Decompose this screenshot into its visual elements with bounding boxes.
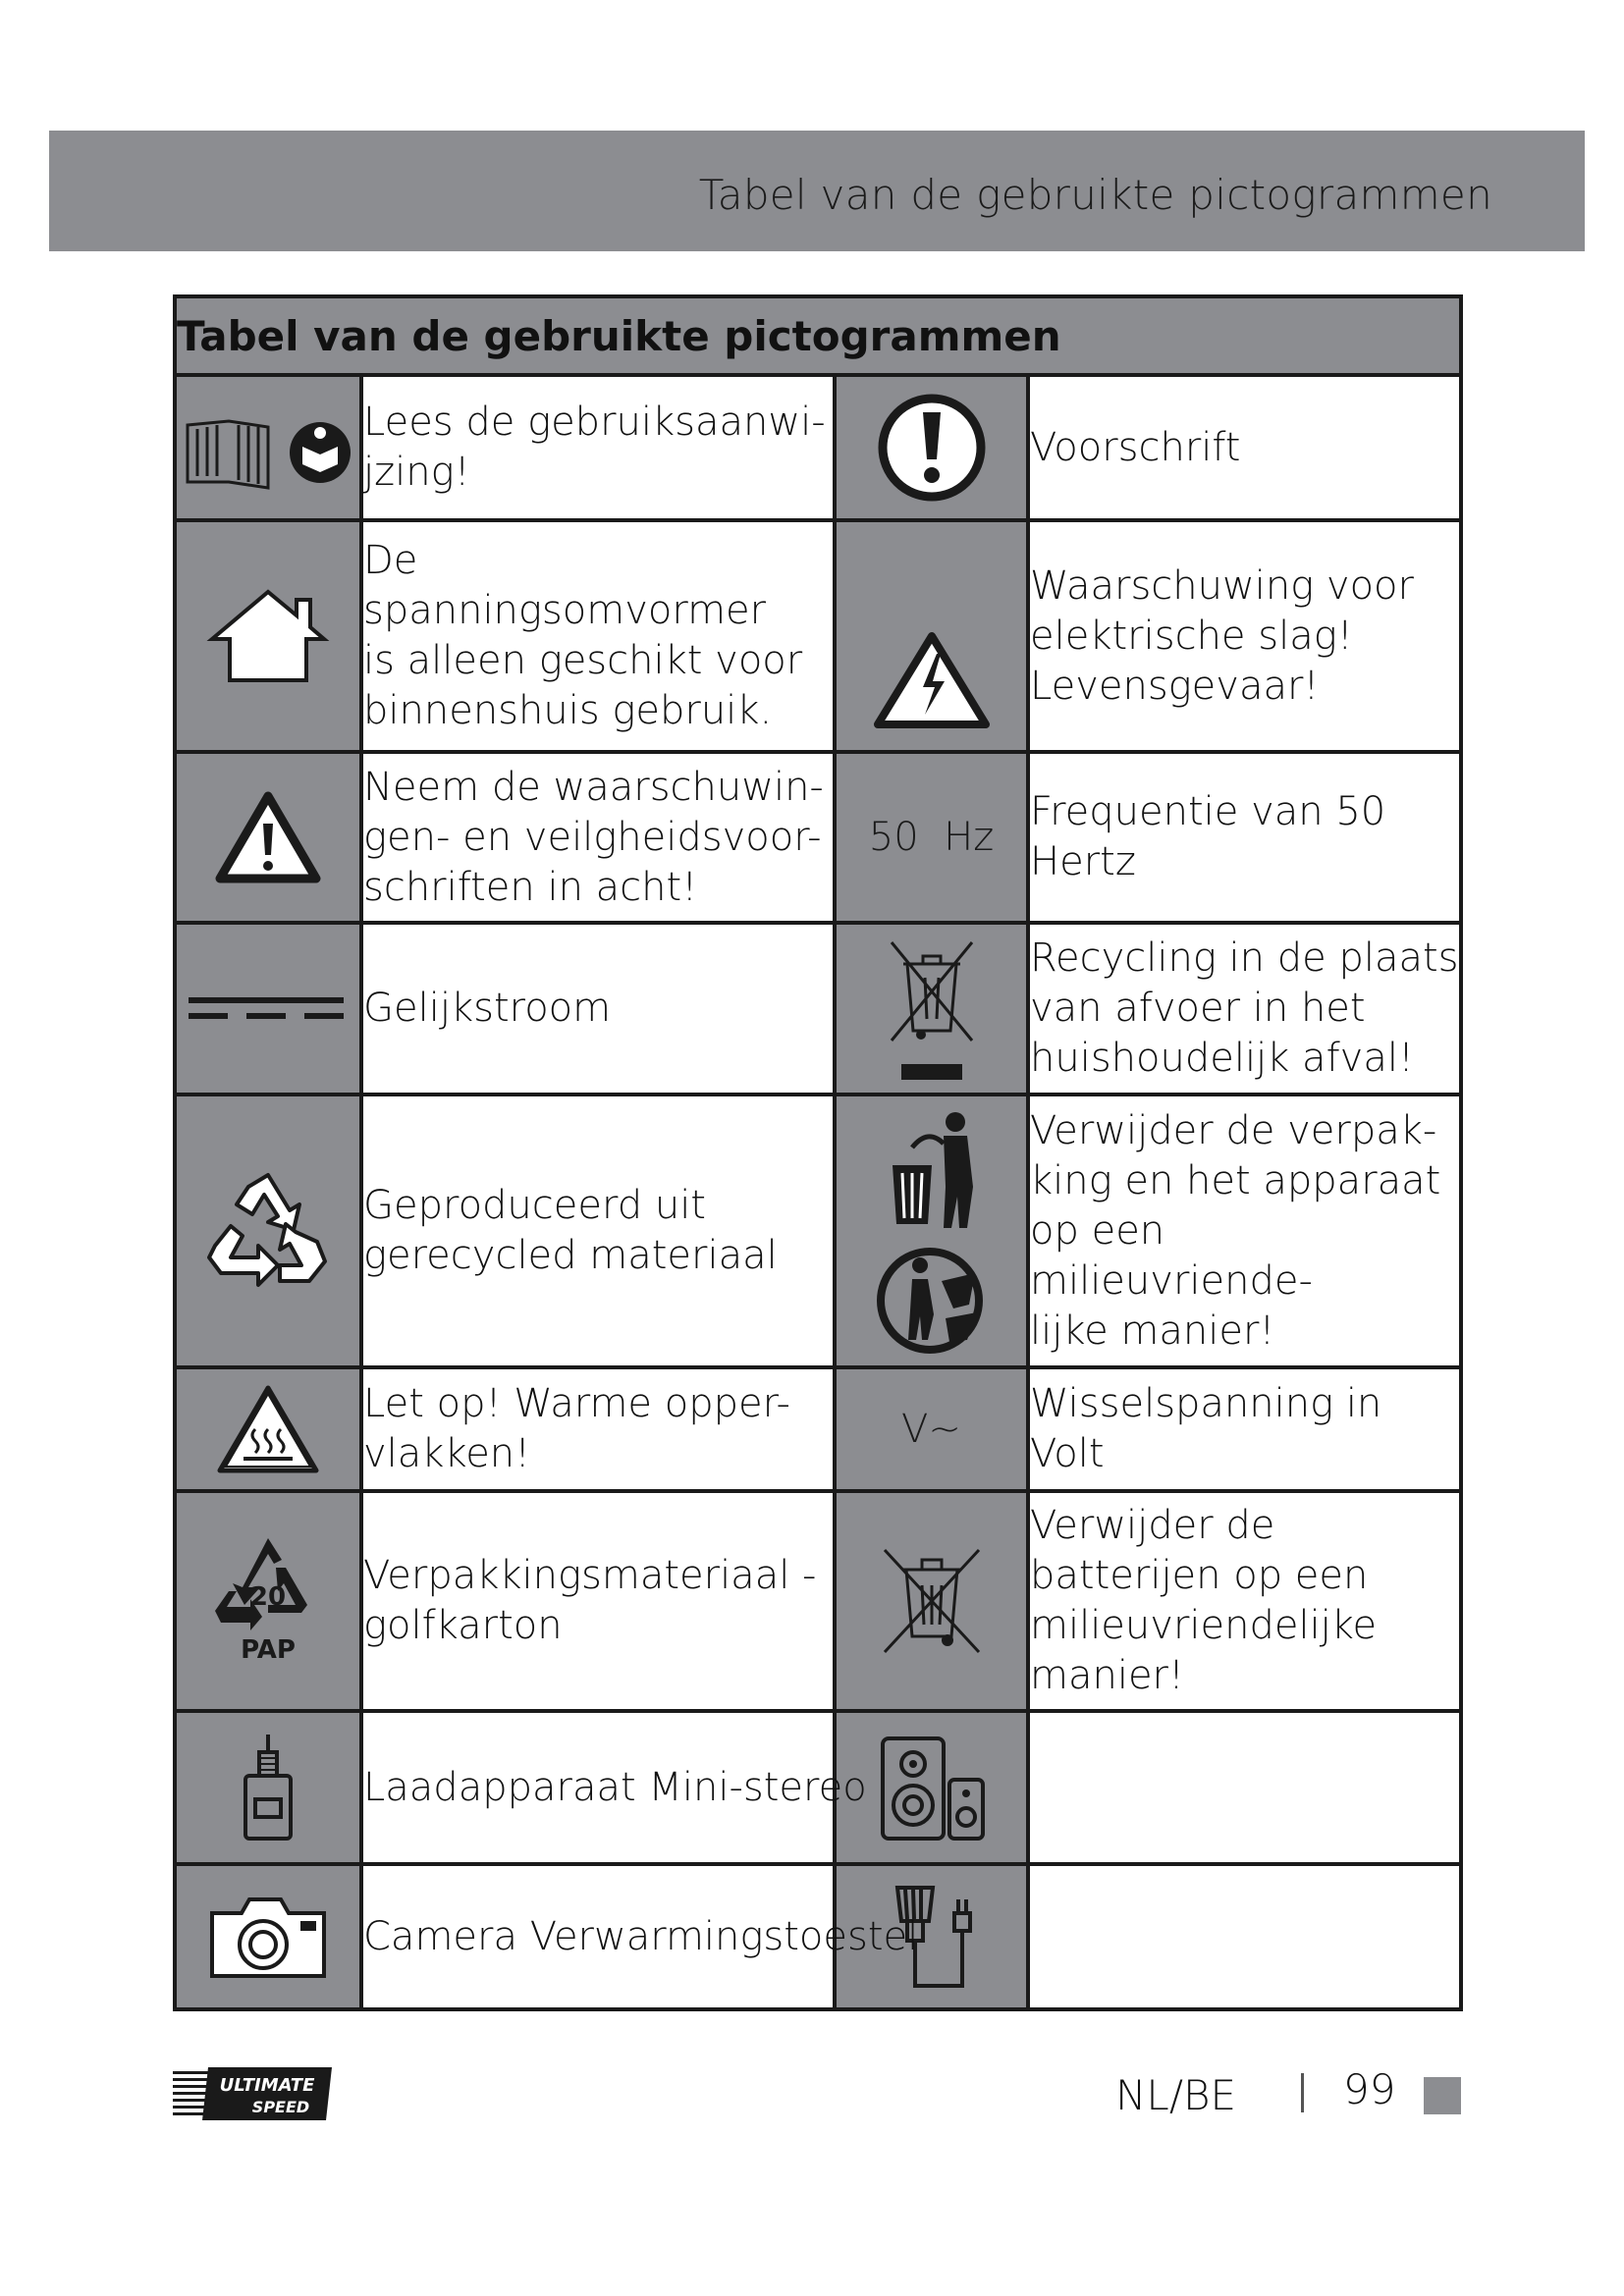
exclamation-icon — [835, 375, 1028, 520]
table-cell-text — [361, 752, 835, 923]
text: Verwijder de batterijen op een milieuvriendelijke manier! — [1030, 1503, 1378, 1698]
read-manual-icon — [175, 375, 361, 520]
text: Laadapparaat Mini-stereo — [363, 1764, 867, 1810]
table-cell-text — [1028, 752, 1461, 923]
language-label: NL/BE — [1115, 2071, 1237, 2119]
table-row — [175, 520, 1461, 752]
table-cell-text — [1028, 1711, 1461, 1864]
table-title: Tabel van de gebruikte pictogrammen — [175, 296, 1461, 375]
table-cell-text — [361, 1864, 919, 2009]
table-cell-text — [361, 520, 835, 752]
table-row — [175, 1864, 1461, 2009]
table-cell-text — [1028, 375, 1461, 520]
table-row — [175, 1095, 1461, 1367]
page-number: 99 — [1343, 2065, 1396, 2113]
table-cell-text — [1028, 923, 1461, 1095]
page-marker — [1424, 2077, 1461, 2114]
ac-voltage-symbol — [835, 1367, 1028, 1491]
table-row — [175, 923, 1461, 1095]
table-cell-text — [1028, 1491, 1461, 1711]
warning-triangle-icon — [175, 752, 361, 923]
pap-20-recycling-icon — [175, 1491, 361, 1711]
crossed-bin-icon — [835, 923, 1028, 1095]
page-header-title: Tabel van de gebruikte pictogrammen — [698, 171, 1492, 219]
frequency-symbol — [835, 752, 1028, 923]
hot-surface-icon — [175, 1367, 361, 1491]
text: De spanningsomvormer is alleen geschikt voor binnenshuis gebruik. — [363, 538, 803, 733]
text: Verpakkingsmateriaal - golfkarton — [363, 1553, 817, 1648]
footer-divider — [1301, 2073, 1304, 2112]
camera-icon — [175, 1864, 361, 2009]
table-row — [175, 375, 1461, 520]
text: Frequentie van 50 Hertz — [1030, 789, 1386, 884]
text: Let op! Warme opper- vlakken! — [363, 1381, 790, 1476]
text: Voorschrift — [1030, 424, 1241, 470]
pap-20-label: PAP — [241, 1635, 296, 1665]
table-cell-text — [1028, 1095, 1461, 1367]
table-cell-text — [361, 1711, 867, 1864]
text: Geproduceerd uit gerecycled materiaal — [363, 1183, 778, 1278]
table-cell-text — [1028, 1864, 1461, 2009]
dispose-packaging-icon — [835, 1095, 1028, 1367]
table-row — [175, 1711, 1461, 1864]
pictogram-table — [173, 294, 1463, 2011]
table-cell-text — [1028, 1367, 1461, 1491]
table-cell-text — [361, 1491, 835, 1711]
table-cell-text — [361, 1367, 835, 1491]
table-row — [175, 1367, 1461, 1491]
ac-voltage-label: V~ — [901, 1407, 961, 1452]
text: Camera Verwarmingstoestel — [363, 1913, 919, 1959]
table-cell-text — [361, 1095, 835, 1367]
table-cell-text — [361, 375, 835, 520]
high-voltage-icon — [835, 520, 1028, 752]
text: Lees de gebruiksaanwi- jzing! — [363, 400, 826, 495]
text: Neem de waarschuwin- gen- en veilgheidsvoor- schriften in acht! — [363, 764, 824, 910]
table-row — [175, 752, 1461, 923]
table-cell-text — [1028, 520, 1461, 752]
text: Recycling in de plaats van afvoer in het huishoudelijk afval! — [1030, 935, 1459, 1081]
direct-current-icon — [175, 923, 361, 1095]
brand-logo-line1: ULTIMATE — [219, 2075, 315, 2096]
text: Wisselspanning in Volt — [1030, 1381, 1382, 1476]
table-cell-text — [361, 923, 835, 1095]
table-row — [175, 1491, 1461, 1711]
brand-logo — [173, 2067, 332, 2124]
recycle-icon — [175, 1095, 361, 1367]
text: Waarschuwing voor elektrische slag! Levensgevaar! — [1030, 562, 1414, 709]
charger-icon — [175, 1711, 361, 1864]
text: Verwijder de verpak- king en het apparaat op een milieuvriende- lijke manier! — [1030, 1107, 1441, 1354]
battery-disposal-icon — [835, 1491, 1028, 1711]
house-icon — [175, 520, 361, 752]
pap-20-number: 20 — [249, 1582, 287, 1612]
frequency-label: 50 Hz — [868, 815, 995, 860]
brand-logo-line2: SPEED — [251, 2098, 310, 2116]
text: Gelijkstroom — [363, 986, 612, 1031]
